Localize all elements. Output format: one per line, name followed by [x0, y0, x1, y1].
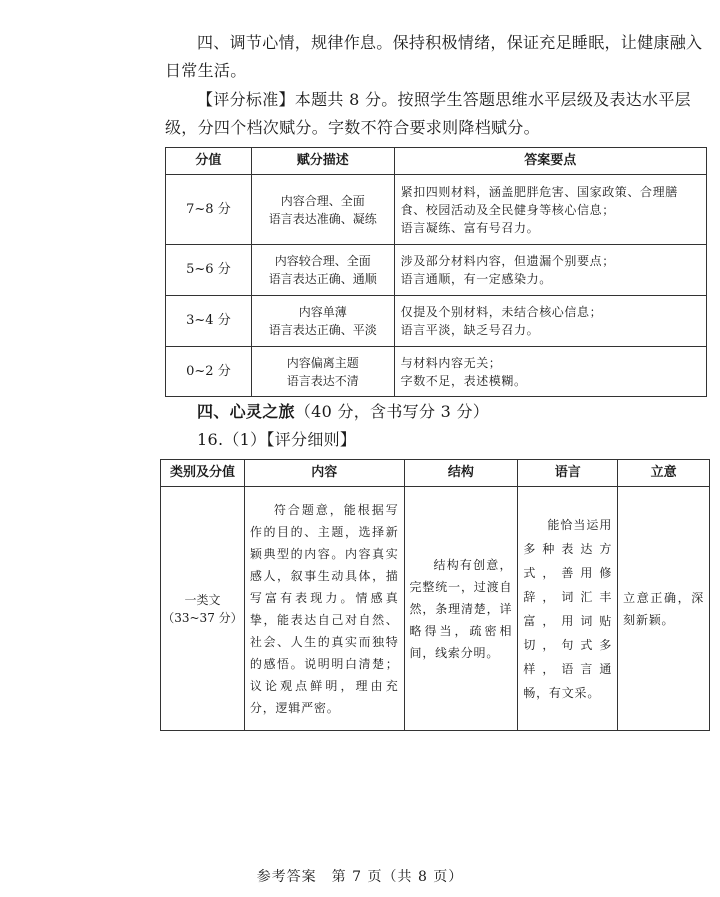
point-line: 紧扣四则材料，涵盖肥胖危害、国家政策、合理膳食、校园活动及全民健身等核心信息； — [400, 184, 678, 217]
table-row — [161, 487, 710, 731]
point-line: 仅提及个别材料，未结合核心信息； — [400, 305, 603, 319]
language-text: 能恰当运用多种表达方式，善用修辞，词汇丰富，用词贴切，句式多样，语言通畅，有文采。 — [523, 517, 613, 700]
header-idea: 立意 — [618, 460, 710, 487]
idea-text: 立意正确，深刻新颖。 — [623, 590, 704, 627]
scoring-table-header — [166, 148, 707, 175]
table-row — [166, 175, 707, 245]
rubric-table — [160, 459, 710, 731]
row-score: 3~4 分 — [166, 296, 252, 347]
desc-line-2: 语言表达正确、通顺 — [268, 272, 377, 286]
paragraph-advice-text: 四、调节心情，规律作息。保持积极情绪，保证充足睡眠，让健康融入日常生活。 — [165, 33, 703, 80]
rubric-table-header — [161, 460, 710, 487]
paragraph-scoring-standard-text: 【评分标准】本题共 8 分。按照学生答题思维水平层级及表达水平层级，分四个档次赋分。字数不符合要求则降档赋分。 — [165, 90, 691, 137]
item-title: 16.（1）【评分细则】 — [197, 430, 357, 449]
desc-line-1: 内容单薄 — [298, 305, 347, 319]
desc-line-2: 语言表达正确、平淡 — [268, 323, 377, 337]
header-content: 内容 — [244, 460, 404, 487]
row-description — [251, 347, 394, 397]
header-category: 类别及分值 — [161, 460, 245, 487]
header-language: 语言 — [518, 460, 618, 487]
point-line: 字数不足，表述模糊。 — [400, 373, 527, 388]
row-description — [251, 175, 394, 245]
section-heading — [165, 398, 705, 426]
category-score: （33~37 分） — [162, 610, 243, 625]
paragraph-advice — [165, 29, 705, 85]
scoring-table — [165, 147, 707, 397]
section-title: 四、心灵之旅 — [197, 402, 295, 421]
row-description — [251, 296, 394, 347]
desc-line-2: 语言表达不清 — [286, 373, 359, 388]
row-key-points — [394, 175, 706, 245]
desc-line-1: 内容合理、全面 — [280, 193, 365, 208]
table-row — [166, 347, 707, 397]
row-key-points — [394, 347, 706, 397]
content-cell — [244, 487, 404, 731]
row-score: 5~6 分 — [166, 245, 252, 296]
category-label: 一类文 — [184, 592, 221, 607]
point-line: 语言平淡，缺乏号召力。 — [400, 323, 540, 337]
table-row — [166, 245, 707, 296]
row-key-points — [394, 296, 706, 347]
point-line: 与材料内容无关； — [400, 355, 502, 370]
point-line: 语言凝练、富有号召力。 — [400, 220, 540, 235]
paragraph-scoring-standard — [165, 86, 705, 142]
desc-line-2: 语言表达准确、凝练 — [268, 211, 377, 226]
content-text: 符合题意，能根据写作的目的、主题，选择新颖典型的内容。内容真实感人，叙事生动具体，描写富有表现力。情感真挚，能表达自己对自然、社会、人生的真实而独特的感悟。说明明白清楚；议论观点鲜明，理由充分，逻辑严密。 — [249, 502, 399, 715]
desc-line-1: 内容偏离主题 — [286, 355, 359, 370]
item-heading — [165, 426, 705, 454]
header-description: 赋分描述 — [251, 148, 394, 175]
header-score: 分值 — [166, 148, 252, 175]
row-score: 0~2 分 — [166, 347, 252, 397]
structure-cell — [404, 487, 518, 731]
idea-cell — [618, 487, 710, 731]
language-cell — [518, 487, 618, 731]
point-line: 涉及部分材料内容，但遗漏个别要点； — [400, 254, 615, 268]
header-key-points: 答案要点 — [394, 148, 706, 175]
section-subtitle: （40 分，含书写分 3 分） — [294, 402, 490, 421]
row-description — [251, 245, 394, 296]
point-line: 语言通顺，有一定感染力。 — [400, 272, 552, 286]
table-row — [166, 296, 707, 347]
header-structure: 结构 — [404, 460, 518, 487]
category-cell — [161, 487, 245, 731]
page-footer: 参考答案 第 7 页（共 8 页） — [256, 869, 464, 885]
desc-line-1: 内容较合理、全面 — [274, 254, 371, 268]
row-key-points — [394, 245, 706, 296]
row-score: 7~8 分 — [166, 175, 252, 245]
structure-text: 结构有创意，完整统一，过渡自然，条理清楚，详略得当，疏密相间，线索分明。 — [409, 557, 513, 660]
